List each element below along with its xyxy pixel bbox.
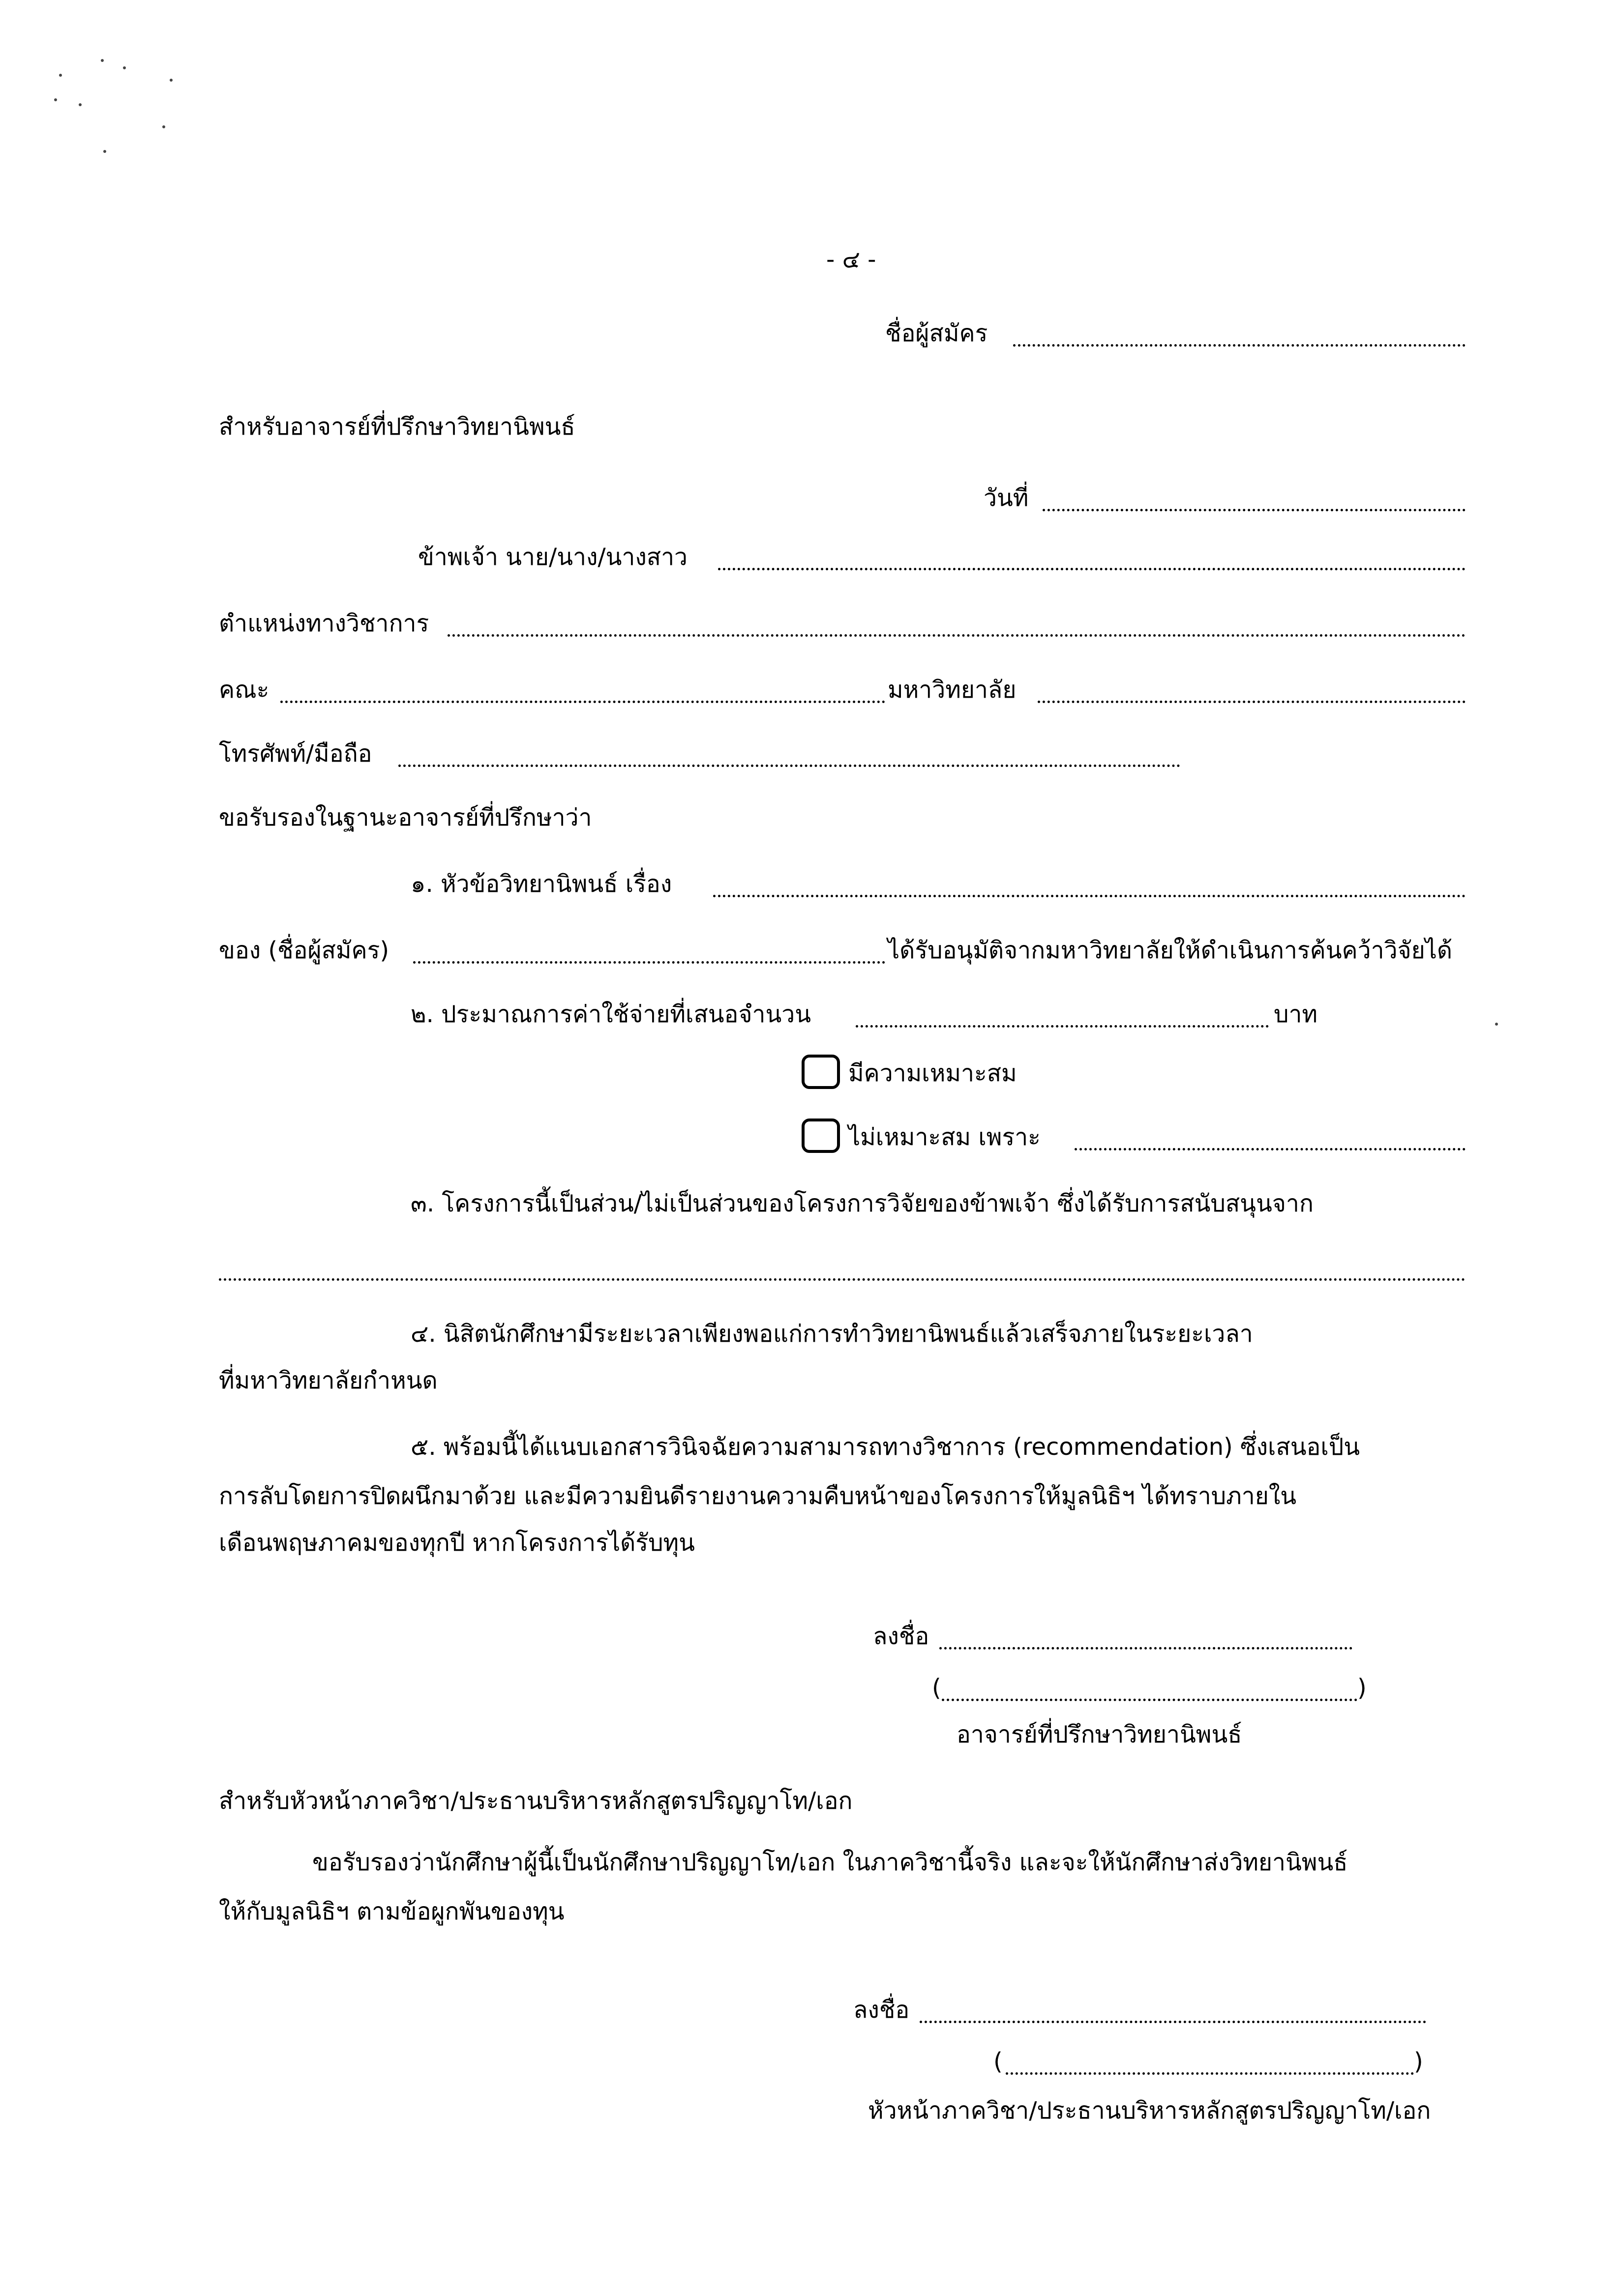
suitable-checkbox[interactable] (802, 1055, 840, 1089)
item4-line1: ๔. นิสิตนักศึกษามีระยะเวลาเพียงพอแก่การทำวิทยานิพนธ์แล้วเสร็จภายในระยะเวลา (411, 1320, 1253, 1348)
date-field[interactable] (1043, 509, 1466, 511)
advisor-paren-open: ( (932, 1674, 941, 1702)
advisor-name-field[interactable] (718, 568, 1466, 570)
page-number: - ๔ - (826, 246, 876, 273)
budget-amount-field[interactable] (856, 1025, 1269, 1028)
scan-speck (170, 79, 173, 82)
advisor-sign-label: ลงชื่อ (873, 1622, 929, 1650)
head-paren-close: ) (1414, 2048, 1423, 2075)
head-text-line1: ขอรับรองว่านักศึกษาผู้นี้เป็นนักศึกษาปริญญาโท/เอก ในภาควิชานี้จริง และจะให้นักศึกษาส่งวิทยานิพนธ์ (312, 1849, 1348, 1876)
advisor-signature-field[interactable] (939, 1647, 1352, 1649)
head-paren-open: ( (993, 2048, 1003, 2075)
faculty-label: คณะ (219, 676, 269, 704)
certify-intro: ขอรับรองในฐานะอาจารย์ที่ปรึกษาว่า (219, 804, 592, 831)
phone-field[interactable] (398, 765, 1180, 767)
item3-text: ๓. โครงการนี้เป็นส่วน/ไม่เป็นส่วนของโครงการวิจัยของข้าพเจ้า ซึ่งได้รับการสนับสนุนจาก (411, 1190, 1314, 1217)
item1-label: ๑. หัวข้อวิทยานิพนธ์ เรื่อง (411, 870, 672, 898)
suitable-label: มีความเหมาะสม (848, 1060, 1017, 1087)
scan-speck (123, 66, 126, 69)
academic-position-field[interactable] (448, 634, 1466, 637)
item2-unit: บาท (1274, 1001, 1318, 1028)
head-sign-title: หัวหน้าภาควิชา/ประธานบริหารหลักสูตรปริญญาโท/เอก (868, 2097, 1431, 2124)
scan-speck (54, 98, 57, 101)
university-field[interactable] (1038, 701, 1466, 703)
advisor-printed-name-field[interactable] (942, 1699, 1357, 1701)
scan-speck (59, 74, 62, 77)
head-sign-label: ลงชื่อ (853, 1996, 910, 2024)
scan-speck (162, 125, 165, 128)
advisor-section-heading: สำหรับอาจารย์ที่ปรึกษาวิทยานิพนธ์ (219, 413, 575, 441)
item5-line2: การลับโดยการปิดผนึกมาด้วย และมีความยินดีรายงานความคืบหน้าของโครงการให้มูลนิธิฯ ได้ทราบภายใน (219, 1482, 1297, 1510)
head-signature-field[interactable] (920, 2021, 1426, 2023)
item2-label: ๒. ประมาณการค่าใช้จ่ายที่เสนอจำนวน (411, 1001, 811, 1028)
item1-applicant-field[interactable] (413, 961, 885, 964)
applicant-name-field[interactable] (1013, 344, 1466, 347)
scan-speck (79, 103, 82, 106)
scan-speck (1495, 1023, 1498, 1026)
item1-approved-text: ได้รับอนุมัติจากมหาวิทยาลัยให้ดำเนินการค้นคว้าวิจัยได้ (888, 937, 1453, 964)
advisor-sign-title: อาจารย์ที่ปรึกษาวิทยานิพนธ์ (957, 1721, 1242, 1748)
funding-source-field[interactable] (219, 1278, 1466, 1281)
unsuitable-checkbox[interactable] (802, 1119, 840, 1153)
head-printed-name-field[interactable] (1006, 2072, 1414, 2075)
applicant-name-label: ชื่อผู้สมัคร (885, 320, 988, 347)
academic-position-label: ตำแหน่งทางวิชาการ (219, 610, 429, 637)
university-label: มหาวิทยาลัย (888, 676, 1017, 704)
thesis-title-field[interactable] (713, 895, 1466, 897)
unsuitable-label: ไม่เหมาะสม เพราะ (848, 1123, 1041, 1151)
unsuitable-reason-field[interactable] (1075, 1148, 1466, 1150)
phone-label: โทรศัพท์/มือถือ (219, 740, 372, 767)
advisor-paren-close: ) (1357, 1674, 1367, 1702)
scan-speck (103, 150, 106, 153)
item4-line2: ที่มหาวิทยาลัยกำหนด (219, 1367, 438, 1394)
scan-speck (101, 59, 104, 62)
date-label: วันที่ (984, 484, 1029, 512)
item1-of-label: ของ (ชื่อผู้สมัคร) (219, 937, 389, 964)
head-section-heading: สำหรับหัวหน้าภาควิชา/ประธานบริหารหลักสูตรปริญญาโท/เอก (219, 1787, 853, 1815)
advisor-name-label: ข้าพเจ้า นาย/นาง/นางสาว (418, 543, 688, 571)
item5-line1: ๕. พร้อมนี้ได้แนบเอกสารวินิจฉัยความสามารถทางวิชาการ (recommendation) ซึ่งเสนอเป็น (411, 1433, 1360, 1461)
head-text-line2: ให้กับมูลนิธิฯ ตามข้อผูกพันของทุน (219, 1898, 565, 1925)
faculty-field[interactable] (280, 701, 885, 703)
item5-line3: เดือนพฤษภาคมของทุกปี หากโครงการได้รับทุน (219, 1529, 695, 1557)
